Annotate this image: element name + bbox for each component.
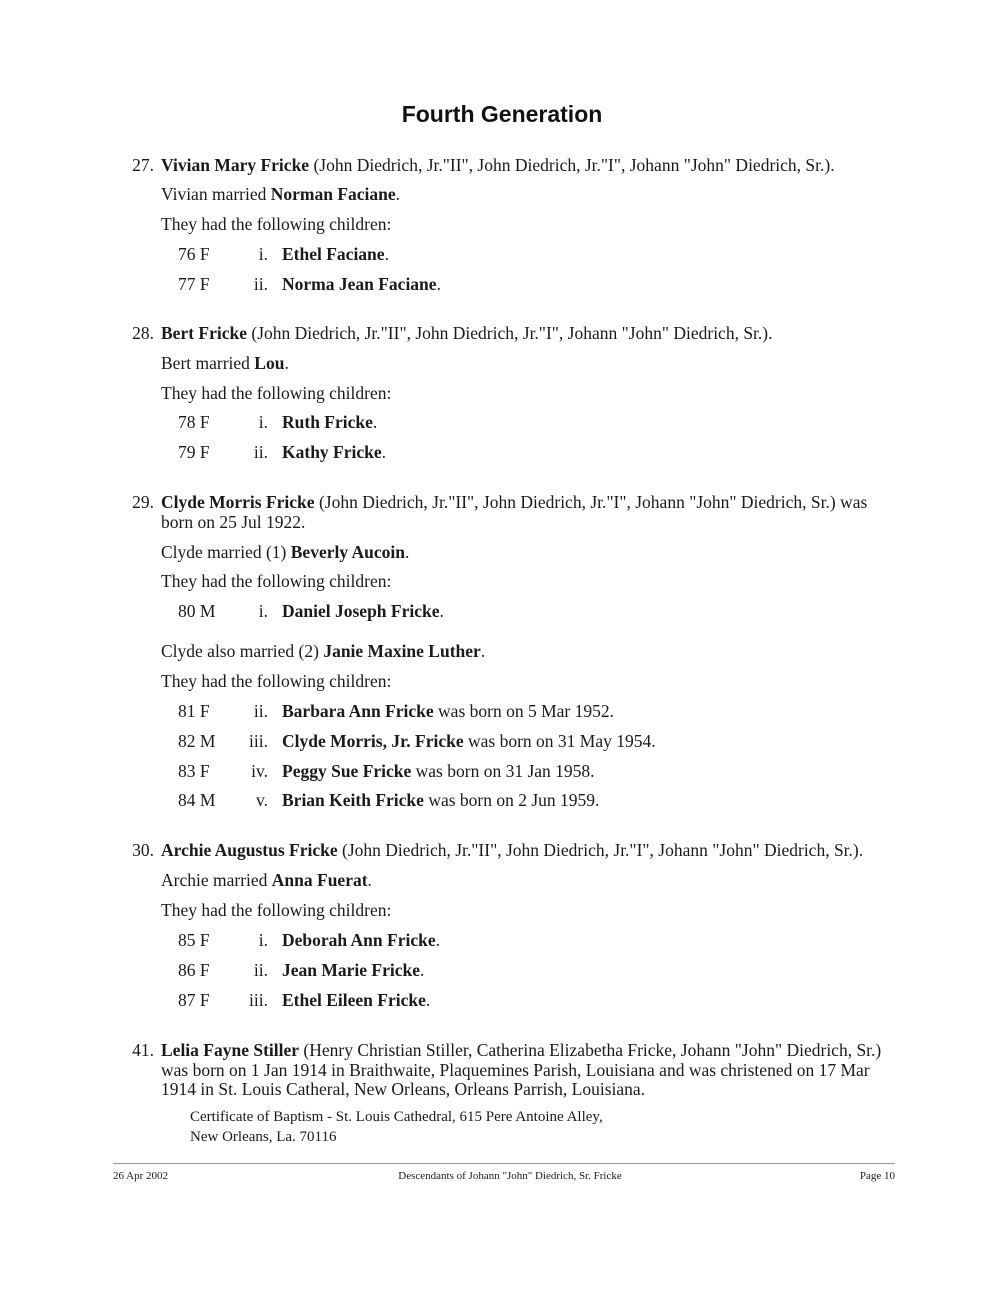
child-code: 85 F (178, 930, 210, 950)
lineage-continued: born on 25 Jul 1922. (161, 512, 306, 532)
person-name: Vivian Mary Fricke (161, 155, 310, 175)
marriage-line: Vivian married Norman Faciane. (161, 184, 401, 204)
child-name: Ethel Eileen Fricke (282, 990, 426, 1010)
entry-heading (161, 1040, 881, 1060)
child-entry: Kathy Fricke. (282, 442, 387, 462)
page-title: Fourth Generation (401, 101, 603, 127)
lineage: (Henry Christian Stiller, Catherina Elizabetha Fricke, Johann "John" Diedrich, Sr.) (303, 1040, 882, 1060)
child-entry: Ruth Fricke. (282, 412, 378, 432)
lineage: (John Diedrich, Jr."II", John Diedrich, Jr."I", Johann "John" Diedrich, Sr.). (342, 840, 864, 860)
child-name: Norma Jean Faciane (282, 274, 437, 294)
entry-number: 29. (132, 492, 154, 512)
lineage: (John Diedrich, Jr."II", John Diedrich, Jr."I", Johann "John" Diedrich, Sr.). (313, 155, 835, 175)
entry-heading (161, 492, 867, 512)
footer-title: Descendants of Johann "John" Diedrich, Sr. Fricke (398, 1170, 622, 1182)
entry-heading (161, 323, 773, 343)
person-name: Archie Augustus Fricke (161, 840, 338, 860)
lineage-continued: 1914 in St. Louis Catheral, New Orleans, Orleans Parrish, Louisiana. (161, 1079, 646, 1099)
children-intro: They had the following children: (161, 214, 392, 234)
entry-heading (161, 155, 835, 175)
child-entry: Norma Jean Faciane. (282, 274, 441, 294)
child-index: v. (256, 790, 268, 810)
lineage: (John Diedrich, Jr."II", John Diedrich, Jr."I", Johann "John" Diedrich, Sr.). (251, 323, 773, 343)
entry-number: 30. (132, 840, 154, 860)
children-intro: They had the following children: (161, 900, 392, 920)
source-note-line: New Orleans, La. 70116 (190, 1129, 337, 1145)
child-index: ii. (253, 442, 268, 462)
marriage-line: Archie married Anna Fuerat. (161, 870, 372, 890)
child-index: i. (258, 601, 268, 621)
child-index: i. (258, 412, 268, 432)
child-name: Jean Marie Fricke (282, 960, 421, 980)
child-code: 83 F (178, 761, 210, 781)
child-entry: Ethel Faciane. (282, 244, 389, 264)
child-name: Brian Keith Fricke (282, 790, 424, 810)
child-entry: Clyde Morris, Jr. Fricke was born on 31 May 1954. (282, 731, 656, 751)
child-index: iv. (251, 761, 268, 781)
child-code: 87 F (178, 990, 210, 1010)
child-code: 80 M (178, 601, 216, 621)
entry-heading (161, 840, 863, 860)
child-name: Ethel Faciane (282, 244, 385, 264)
children-intro: They had the following children: (161, 671, 392, 691)
child-code: 77 F (178, 274, 210, 294)
child-code: 76 F (178, 244, 210, 264)
child-code: 79 F (178, 442, 210, 462)
child-code: 86 F (178, 960, 210, 980)
child-code: 82 M (178, 731, 216, 751)
child-entry: Peggy Sue Fricke was born on 31 Jan 1958. (282, 761, 595, 781)
children-intro: They had the following children: (161, 383, 392, 403)
footer-divider (113, 1163, 895, 1164)
entry-number: 28. (132, 323, 154, 343)
child-code: 81 F (178, 701, 210, 721)
child-entry: Jean Marie Fricke. (282, 960, 425, 980)
lineage-continued: was born on 1 Jan 1914 in Braithwaite, Plaquemines Parish, Louisiana and was christened on 17 Mar (161, 1060, 870, 1080)
child-index: i. (258, 244, 268, 264)
child-index: i. (258, 930, 268, 950)
child-name: Peggy Sue Fricke (282, 761, 412, 781)
child-entry: Brian Keith Fricke was born on 2 Jun 1959. (282, 790, 600, 810)
spouse-name: Norman Faciane (270, 184, 396, 204)
marriage-line: Clyde married (1) Beverly Aucoin. (161, 542, 410, 562)
child-entry: Ethel Eileen Fricke. (282, 990, 431, 1010)
child-index: ii. (253, 274, 268, 294)
footer-page-number: Page 10 (859, 1170, 895, 1182)
child-name: Clyde Morris, Jr. Fricke (282, 731, 464, 751)
child-entry: Daniel Joseph Fricke. (282, 601, 444, 621)
children-intro: They had the following children: (161, 571, 392, 591)
person-name: Bert Fricke (161, 323, 247, 343)
source-note-line: Certificate of Baptism - St. Louis Cathedral, 615 Pere Antoine Alley, (190, 1109, 603, 1125)
child-index: ii. (253, 960, 268, 980)
child-code: 84 M (178, 790, 216, 810)
entry-number: 27. (132, 155, 154, 175)
footer-date: 26 Apr 2002 (113, 1170, 168, 1182)
marriage-line: Clyde also married (2) Janie Maxine Luther. (161, 641, 486, 661)
spouse-name: Beverly Aucoin (290, 542, 405, 562)
entry-number: 41. (132, 1040, 154, 1060)
child-code: 78 F (178, 412, 210, 432)
spouse-name: Anna Fuerat (271, 870, 368, 890)
spouse-name: Lou (254, 353, 285, 373)
child-name: Deborah Ann Fricke (282, 930, 436, 950)
lineage: (John Diedrich, Jr."II", John Diedrich, Jr."I", Johann "John" Diedrich, Sr.) was (318, 492, 868, 512)
spouse-name: Janie Maxine Luther (323, 641, 481, 661)
marriage-line: Bert married Lou. (161, 353, 289, 373)
child-name: Barbara Ann Fricke (282, 701, 434, 721)
child-index: iii. (249, 990, 268, 1010)
child-index: iii. (249, 731, 268, 751)
child-entry: Deborah Ann Fricke. (282, 930, 440, 950)
child-entry: Barbara Ann Fricke was born on 5 Mar 1952. (282, 701, 614, 721)
child-name: Ruth Fricke (282, 412, 373, 432)
person-name: Lelia Fayne Stiller (161, 1040, 300, 1060)
child-name: Kathy Fricke (282, 442, 382, 462)
child-index: ii. (253, 701, 268, 721)
child-name: Daniel Joseph Fricke (282, 601, 440, 621)
person-name: Clyde Morris Fricke (161, 492, 315, 512)
